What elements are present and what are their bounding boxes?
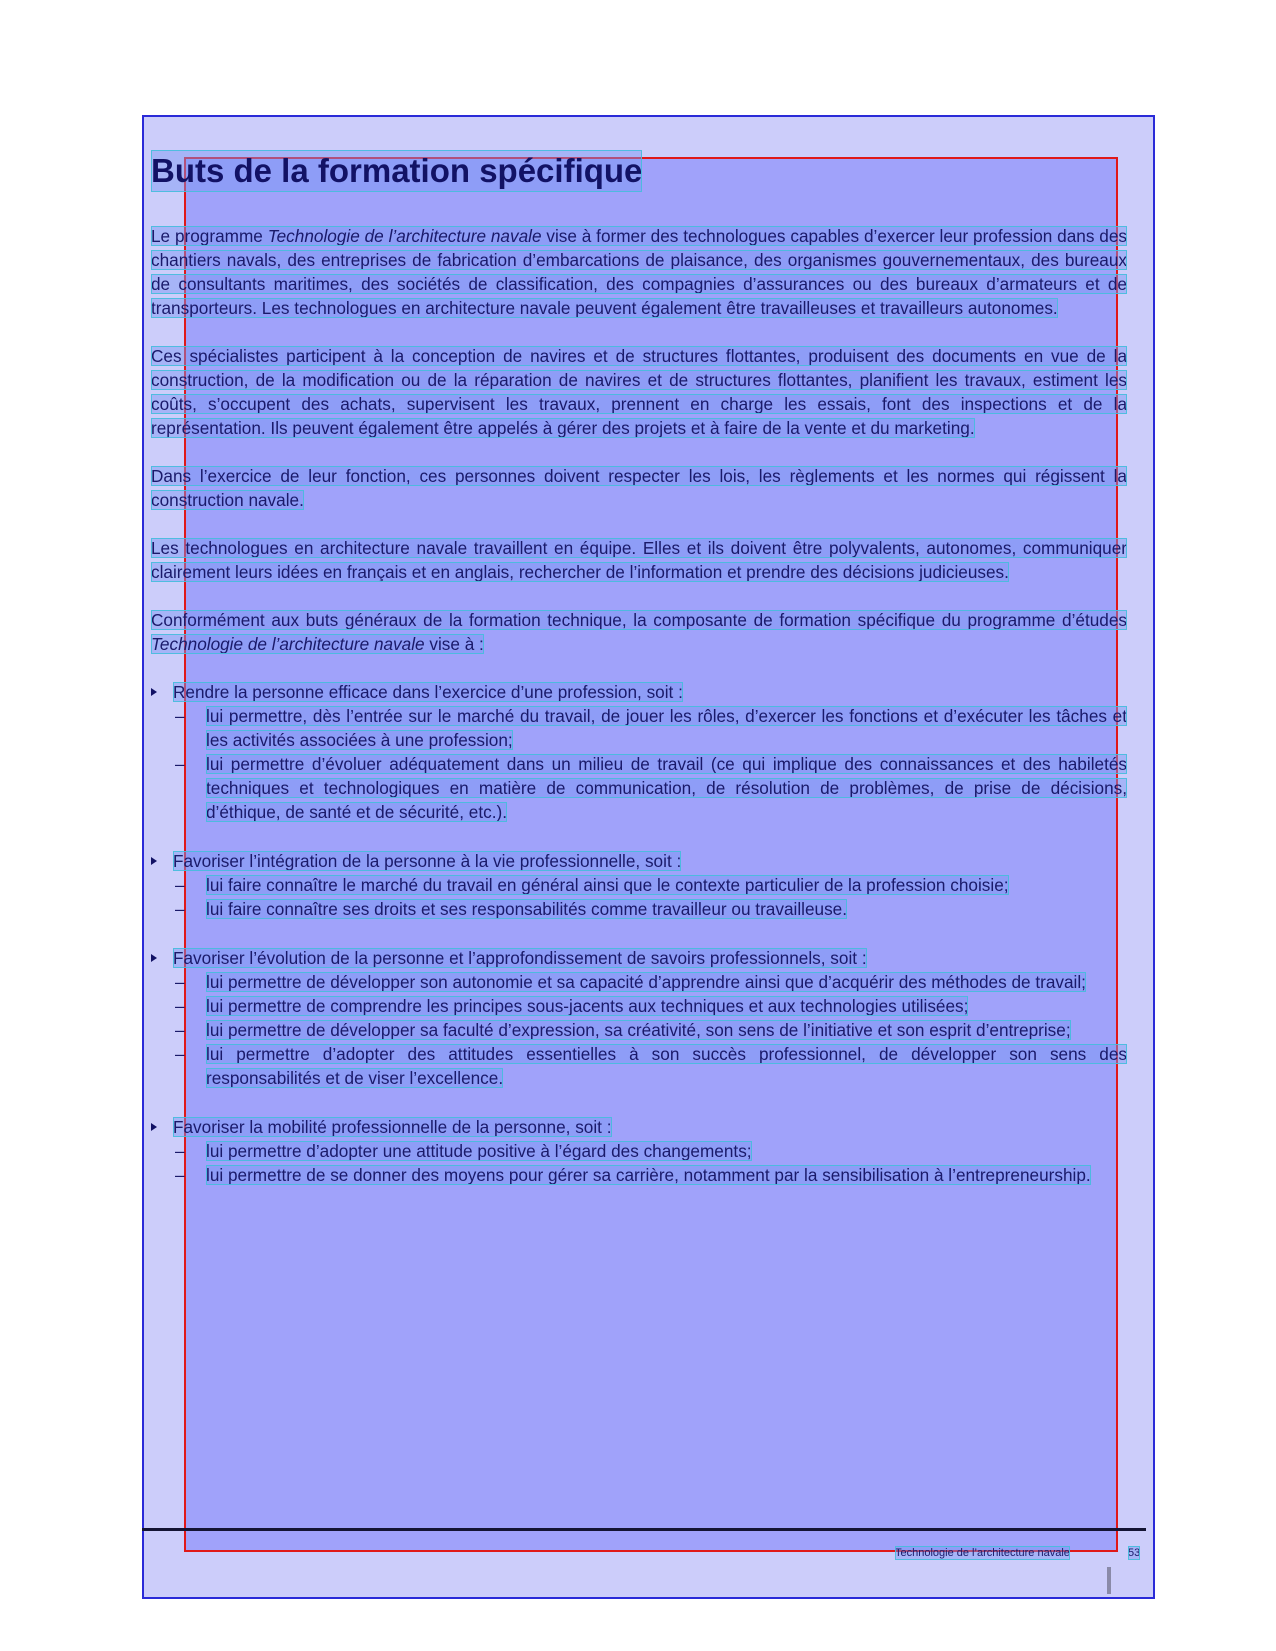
dash-marker: – (175, 1165, 185, 1185)
subitem-text: lui permettre de développer son autonomie et sa capacité d’apprendre ainsi que d’acquérir des méthodes de travail; (206, 972, 1086, 992)
goal-subitem (151, 752, 1127, 824)
paragraph-text (151, 610, 1127, 654)
dash-marker: – (175, 972, 185, 992)
goal-subitem (151, 704, 1127, 752)
intro-paragraph (151, 344, 1127, 440)
intro-paragraph (151, 224, 1127, 320)
paragraph-text-end: vise à former des technologues capables d’exercer leur profession dans des chantiers navals, des entreprises de fabrication d’embarcations de plaisance, des organismes gouvernementaux, des bureaux de consultants maritimes, des sociétés de classification, des compagnies d’assurances ou des bureaux d’armateurs et de transporteurs. Les technologues en architecture navale peuvent également être travailleuses et travailleurs autonomes. (151, 226, 1128, 318)
goal-bullet (151, 1115, 1127, 1139)
dash-marker: – (175, 1020, 185, 1040)
dash-marker: – (175, 875, 185, 895)
subitem-text: lui permettre d’adopter une attitude positive à l’égard des changements; (206, 1141, 752, 1161)
goals-list (151, 680, 1127, 1187)
subitem-text: lui permettre de développer sa faculté d’expression, sa créativité, son sens de l’initiative et son esprit d’entreprise; (206, 1020, 1071, 1040)
dash-marker: – (175, 899, 185, 919)
paragraph-text-start: Dans l’exercice de leur fonction, ces personnes doivent respecter les lois, les règlements et les normes qui régissent la construction navale. (151, 466, 1127, 510)
subitem-text: lui permettre de comprendre les principes sous-jacents aux techniques et aux technologies utilisées; (206, 996, 969, 1016)
dash-marker: – (175, 706, 185, 726)
goal-subitem (151, 994, 1127, 1018)
goal-group (151, 1115, 1127, 1187)
goal-bullet (151, 680, 1127, 704)
paragraph-text-start: Les technologues en architecture navale travaillent en équipe. Elles et ils doivent être polyvalents, autonomes, communiquer clairement leurs idées en français et en anglais, rechercher de l’information et prendre des décisions judicieuses. (151, 538, 1127, 582)
program-name: Technologie de l’architecture navale (151, 634, 425, 654)
paragraph-text (151, 346, 1127, 438)
footer-page-number: 53 (1128, 1547, 1141, 1559)
intro-paragraphs (151, 224, 1127, 656)
dash-marker: – (175, 996, 185, 1016)
intro-paragraph (151, 536, 1127, 584)
margin-mark (1107, 1567, 1111, 1594)
bullet-arrow-icon (151, 857, 157, 865)
dash-marker: – (175, 1044, 185, 1064)
goal-label: Rendre la personne efficace dans l’exercice d’une profession, soit : (173, 682, 683, 702)
goal-label: Favoriser l’évolution de la personne et l’approfondissement de savoirs professionnels, soit : (173, 948, 867, 968)
goal-bullet (151, 849, 1127, 873)
goal-group (151, 680, 1127, 824)
program-name: Technologie de l’architecture navale (267, 226, 542, 246)
page-title: Buts de la formation spécifique (151, 150, 642, 192)
goal-label: Favoriser la mobilité professionnelle de la personne, soit : (173, 1117, 612, 1137)
dash-marker: – (175, 1141, 185, 1161)
paragraph-text-start: Ces spécialistes participent à la conception de navires et de structures flottantes, produisent des documents en vue de la construction, de la modification ou de la réparation de navires et de structures flottantes, planifient les travaux, estiment les coûts, s’occupent des achats, supervisent les travaux, prennent en charge les essais, font des inspections et de la représentation. Ils peuvent également être appelés à gérer des projets et à faire de la vente et du marketing. (151, 346, 1127, 438)
goal-subitem (151, 1163, 1127, 1187)
goal-subitem (151, 970, 1127, 994)
subitem-text: lui permettre, dès l’entrée sur le marché du travail, de jouer les rôles, d’exercer les fonctions et d’exécuter les tâches et les activités associées à une profession; (206, 706, 1127, 750)
paragraph-text-start: Conformément aux buts généraux de la formation technique, la composante de formation spécifique du programme d’études (151, 610, 1127, 630)
goal-group (151, 946, 1127, 1090)
paragraph-text-end: vise à : (424, 634, 484, 654)
subitem-text: lui permettre de se donner des moyens pour gérer sa carrière, notamment par la sensibilisation à l’entrepreneurship. (206, 1165, 1091, 1185)
goal-group (151, 849, 1127, 921)
footer-running-title: Technologie de l’architecture navale (895, 1547, 1070, 1559)
bullet-arrow-icon (151, 1123, 157, 1131)
goal-subitem (151, 897, 1127, 921)
subitem-text: lui permettre d’adopter des attitudes essentielles à son succès professionnel, de développer son sens des responsabilités et de viser l’excellence. (206, 1044, 1127, 1088)
paragraph-text (151, 466, 1127, 510)
goal-subitem (151, 1018, 1127, 1042)
subitem-text: lui permettre d’évoluer adéquatement dans un milieu de travail (ce qui implique des connaissances et des habiletés techniques et technologiques en matière de communication, de résolution de problèmes, de prise de décisions, d’éthique, de santé et de sécurité, etc.). (206, 754, 1127, 822)
goal-subitem (151, 873, 1127, 897)
goal-label: Favoriser l’intégration de la personne à la vie professionnelle, soit : (173, 851, 682, 871)
paragraph-text-start: Le programme (151, 226, 268, 246)
subitem-text: lui faire connaître le marché du travail en général ainsi que le contexte particulier de la profession choisie; (206, 875, 1009, 895)
bullet-arrow-icon (151, 688, 157, 696)
paragraph-text (151, 538, 1127, 582)
footer-rule (142, 1528, 1146, 1531)
document-body (151, 150, 1127, 1212)
intro-paragraph (151, 464, 1127, 512)
subitem-text: lui faire connaître ses droits et ses responsabilités comme travailleur ou travailleuse. (206, 899, 848, 919)
goal-subitem (151, 1042, 1127, 1090)
goal-bullet (151, 946, 1127, 970)
dash-marker: – (175, 754, 185, 774)
goal-subitem (151, 1139, 1127, 1163)
paragraph-text (151, 226, 1127, 318)
bullet-arrow-icon (151, 954, 157, 962)
intro-paragraph (151, 608, 1127, 656)
